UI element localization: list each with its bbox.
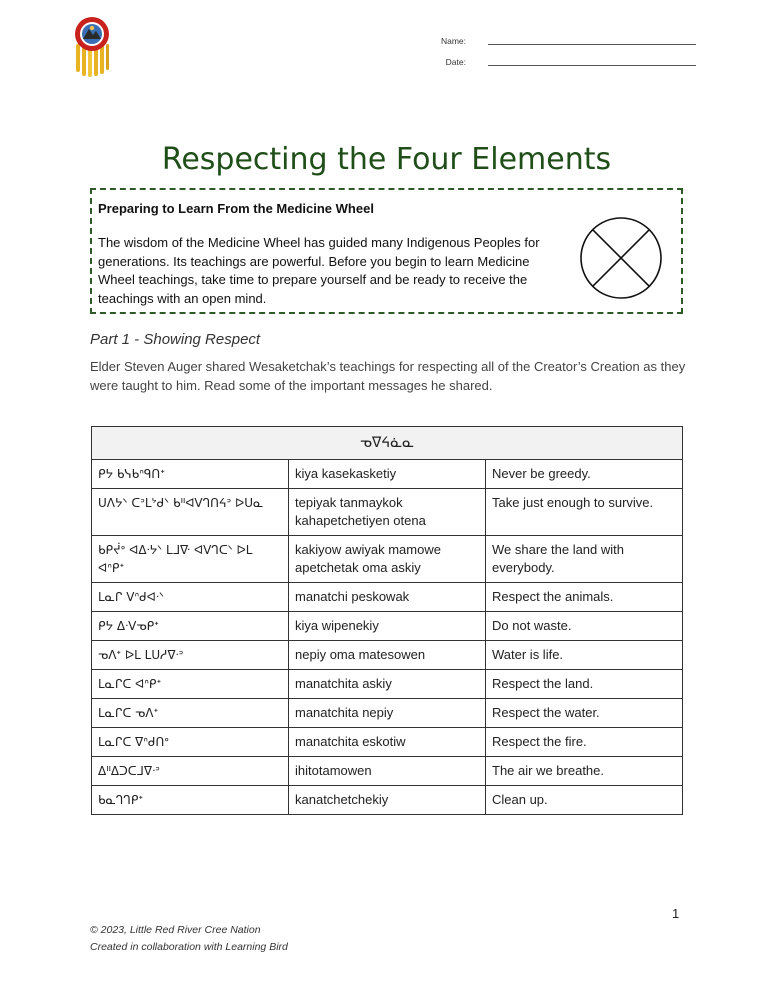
little-red-river-cree-nation-logo-icon xyxy=(72,14,112,78)
english-cell: Respect the animals. xyxy=(486,583,683,612)
syllabics-cell: ᐃᐦᐃᑐᑕᒧᐁᐧᐣ xyxy=(92,757,289,786)
table-row xyxy=(92,786,683,815)
english-cell: Respect the water. xyxy=(486,699,683,728)
table-row xyxy=(92,612,683,641)
cree-cell: manatchita askiy xyxy=(289,670,486,699)
date-line[interactable] xyxy=(488,65,696,66)
page-title: Respecting the Four Elements xyxy=(161,142,612,177)
english-cell: Take just enough to survive. xyxy=(486,489,683,536)
footer-credit: Created in collaboration with Learning Bird xyxy=(90,941,288,953)
table-row xyxy=(92,699,683,728)
english-cell: The air we breathe. xyxy=(486,757,683,786)
syllabics-cell: ᑲᑭᔫᐤ ᐊᐃᐧᔭᐠ ᒪᒧᐍ ᐊᐯᒉᑕᐠ ᐅᒪ ᐊᐢᑭᐩ xyxy=(92,536,289,583)
cree-cell: tepiyak tanmaykok kahapetchetiyen otena xyxy=(289,489,486,536)
cree-cell: manatchita nepiy xyxy=(289,699,486,728)
cree-cell: kiya kasekasketiy xyxy=(289,460,486,489)
cree-cell: manatchita eskotiw xyxy=(289,728,486,757)
syllabics-cell: ᒪᓇᒋᑕ ᐊᐢᑭᐩ xyxy=(92,670,289,699)
footer-copyright: © 2023, Little Red River Cree Nation xyxy=(90,924,261,936)
cree-cell: manatchi peskowak xyxy=(289,583,486,612)
syllabics-cell: ᒪᓇᒋ ᐯᐢᑯᐊᐧᐠ xyxy=(92,583,289,612)
date-label: Date: xyxy=(445,57,466,67)
table-row xyxy=(92,728,683,757)
part-1-heading: Part 1 - Showing Respect xyxy=(90,331,261,348)
name-label: Name: xyxy=(440,36,466,46)
medicine-wheel-icon xyxy=(579,216,663,300)
cree-cell: kiya wipenekiy xyxy=(289,612,486,641)
syllabics-cell: ᑭᔭ ᐃᐧᐯᓀᑭᐩ xyxy=(92,612,289,641)
date-field[interactable] xyxy=(420,55,700,71)
table-row xyxy=(92,536,683,583)
table-row xyxy=(92,670,683,699)
syllabics-cell: ᒪᓇᒋᑕ ᓀᐱᐩ xyxy=(92,699,289,728)
name-field[interactable] xyxy=(420,34,700,50)
table-row xyxy=(92,489,683,536)
cree-cell: kakiyow awiyak mamowe apetchetak oma askiy xyxy=(289,536,486,583)
english-cell: Respect the fire. xyxy=(486,728,683,757)
table-row xyxy=(92,757,683,786)
syllabics-cell: ᑭᔭ ᑲᓭᑲᐢᑫᑎᐩ xyxy=(92,460,289,489)
english-cell: Clean up. xyxy=(486,786,683,815)
preparation-box xyxy=(90,188,683,314)
table-row xyxy=(92,460,683,489)
name-line[interactable] xyxy=(488,44,696,45)
page-number: 1 xyxy=(672,906,680,921)
english-cell: We share the land with everybody. xyxy=(486,536,683,583)
table-row xyxy=(92,641,683,670)
english-cell: Respect the land. xyxy=(486,670,683,699)
table-row xyxy=(92,583,683,612)
teachings-table xyxy=(91,426,683,815)
syllabics-cell: ᒪᓇᒋᑕ ᐁᐢᑯᑎᐤ xyxy=(92,728,289,757)
cree-cell: nepiy oma matesowen xyxy=(289,641,486,670)
cree-cell: kanatchetchekiy xyxy=(289,786,486,815)
english-cell: Water is life. xyxy=(486,641,683,670)
english-cell: Never be greedy. xyxy=(486,460,683,489)
syllabics-cell: ᑌᐱᔭᐠ ᑕᐣᒪᔾᑯᐠ ᑲᐦᐊᐯᒉᑎᔦᐣ ᐅᑌᓇ xyxy=(92,489,289,536)
preparation-heading: Preparing to Learn From the Medicine Wheel xyxy=(98,201,374,216)
table-header-row xyxy=(92,427,683,460)
cree-cell: ihitotamowen xyxy=(289,757,486,786)
syllabics-cell: ᓀᐱᐩ ᐅᒪ ᒪᑌᓱᐁᐧᐣ xyxy=(92,641,289,670)
english-cell: Do not waste. xyxy=(486,612,683,641)
table-header: ᓀᐁᔦᓈᓇ xyxy=(92,427,683,460)
preparation-text: The wisdom of the Medicine Wheel has guided many Indigenous Peoples for generations. Its teachings are powerful. Before you begin to learn Medicine Wheel teachings, take time to prepare yourself and be ready to receive the teachings with an open mind. xyxy=(98,235,540,306)
part-1-intro: Elder Steven Auger shared Wesaketchak’s teachings for respecting all of the Creator’s Creation as they were taught to him. Read some of the important messages he shared. xyxy=(90,359,686,393)
syllabics-cell: ᑲᓇᒉᒉᑭᐩ xyxy=(92,786,289,815)
